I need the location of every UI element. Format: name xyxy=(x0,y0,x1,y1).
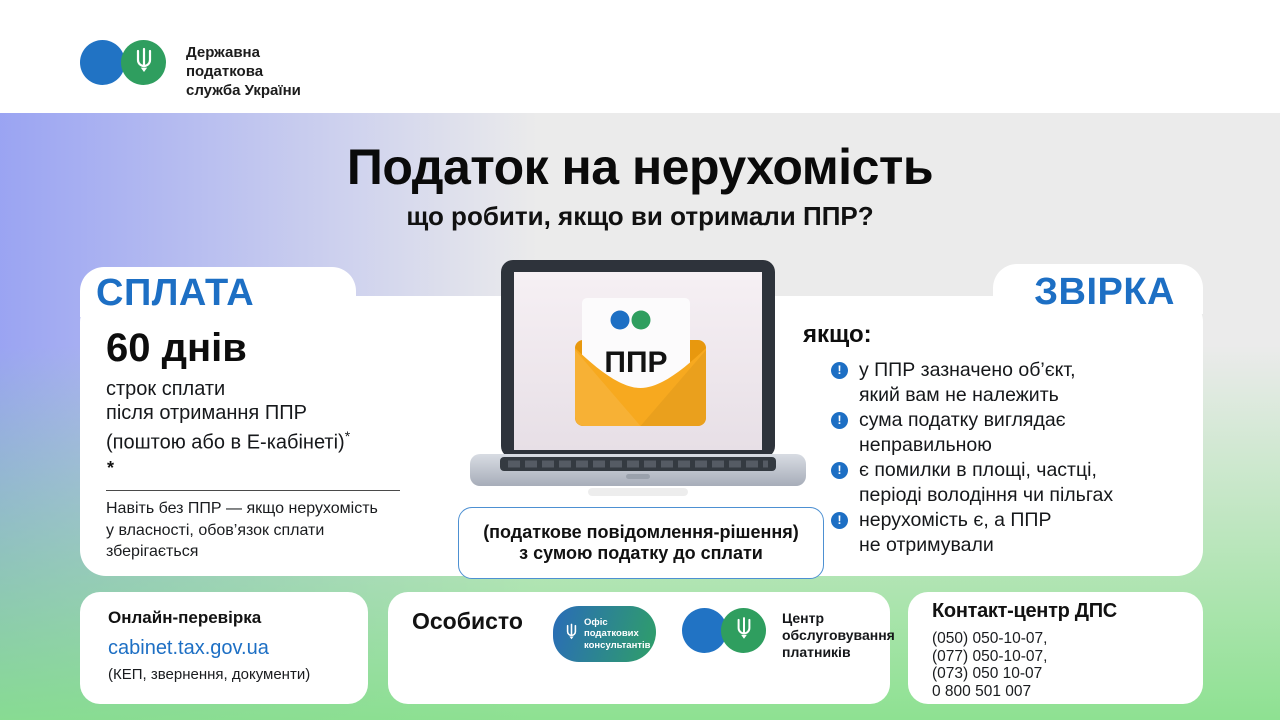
paper-blue-dot xyxy=(611,311,630,330)
logo-text xyxy=(186,43,301,100)
in-person-title: Особисто xyxy=(412,608,523,634)
payment-term: 60 днів xyxy=(106,326,247,370)
cabinet-link[interactable]: cabinet.tax.gov.ua xyxy=(108,637,269,659)
check-item xyxy=(831,358,1203,408)
footnote-mark: * xyxy=(107,458,115,478)
laptop-illustration xyxy=(468,260,812,502)
check-item xyxy=(831,408,1203,458)
phone-number: (050) 050-10-07, xyxy=(932,630,1048,647)
payment-line: (поштою або в Е-кабінеті)* xyxy=(106,428,351,454)
alert-icon: ! xyxy=(831,362,848,379)
check-item-line: є помилки в площі, частці, xyxy=(859,459,1097,481)
payment-line: після отримання ППР xyxy=(106,401,307,424)
badge-line: податкових xyxy=(584,628,639,640)
payment-heading: СПЛАТА xyxy=(96,272,255,314)
online-check-title: Онлайн-перевірка xyxy=(108,608,262,627)
check-item xyxy=(831,458,1203,508)
online-check-note: (КЕП, звернення, документи) xyxy=(108,666,311,683)
payment-description xyxy=(106,378,350,455)
check-item-line: нерухомість є, а ППР xyxy=(859,509,1052,531)
ppr-note-line: з сумою податку до сплати xyxy=(519,543,763,563)
trident-icon xyxy=(565,623,578,645)
check-list xyxy=(831,358,1203,558)
phone-number: 0 800 501 007 xyxy=(932,682,1032,700)
service-center-line: Центр xyxy=(782,610,825,626)
logo-text-line: податкова xyxy=(186,63,264,80)
check-heading: ЗВІРКА xyxy=(1034,271,1175,313)
paper-green-dot xyxy=(632,311,651,330)
alert-icon: ! xyxy=(831,412,848,429)
phone-number: (077) 050-10-07, xyxy=(932,647,1048,665)
check-item-line: не отримували xyxy=(859,534,994,556)
footnote-line: зберігається xyxy=(106,543,199,560)
check-item-line: сума податку виглядає xyxy=(859,409,1066,431)
logo-blue-circle xyxy=(80,40,125,85)
page-subtitle: що робити, якщо ви отримали ППР? xyxy=(406,201,874,231)
service-center-line: обслуговування xyxy=(782,627,895,643)
badge-line: Офіс xyxy=(584,616,608,628)
check-item xyxy=(831,508,1203,558)
check-item-line: який вам не належить xyxy=(859,384,1059,406)
badge-line: консультантів xyxy=(584,639,651,651)
service-center-label xyxy=(782,610,895,661)
ppr-note-box xyxy=(458,507,824,579)
alert-icon: ! xyxy=(831,462,848,479)
phone-number: (073) 050 10-07 xyxy=(932,665,1043,682)
check-item-line: неправильною xyxy=(859,434,992,456)
asterisk-mark: * xyxy=(344,428,351,444)
logo-text-line: служба України xyxy=(186,82,301,99)
footnote-divider xyxy=(106,490,400,491)
footnote-text xyxy=(106,498,378,563)
check-item-line: періоді володіння чи пільгах xyxy=(859,484,1114,506)
service-center-line: платників xyxy=(782,644,851,660)
footnote-line: у власності, обов’язок сплати xyxy=(106,521,325,539)
check-intro: якщо: xyxy=(803,321,872,348)
page-title: Податок на нерухомість xyxy=(346,139,934,195)
trident-icon xyxy=(134,47,154,78)
center-logo-green-circle xyxy=(721,608,766,653)
footnote-line: Навіть без ППР — якщо нерухомість xyxy=(106,500,378,517)
ppr-label: ППР xyxy=(604,346,668,379)
contact-phones xyxy=(932,630,1047,700)
tax-consultants-badge xyxy=(553,606,656,662)
logo-text-line: Державна xyxy=(186,44,260,61)
ppr-note-line: (податкове повідомлення-рішення) xyxy=(483,522,799,542)
laptop-notch xyxy=(626,474,650,479)
payment-line: строк сплати xyxy=(106,378,226,400)
trident-icon xyxy=(735,616,753,645)
contact-title: Контакт-центр ДПС xyxy=(932,600,1117,622)
alert-icon: ! xyxy=(831,512,848,529)
check-item-line: у ППР зазначено об’єкт, xyxy=(859,359,1076,381)
logo-green-circle xyxy=(121,40,166,85)
